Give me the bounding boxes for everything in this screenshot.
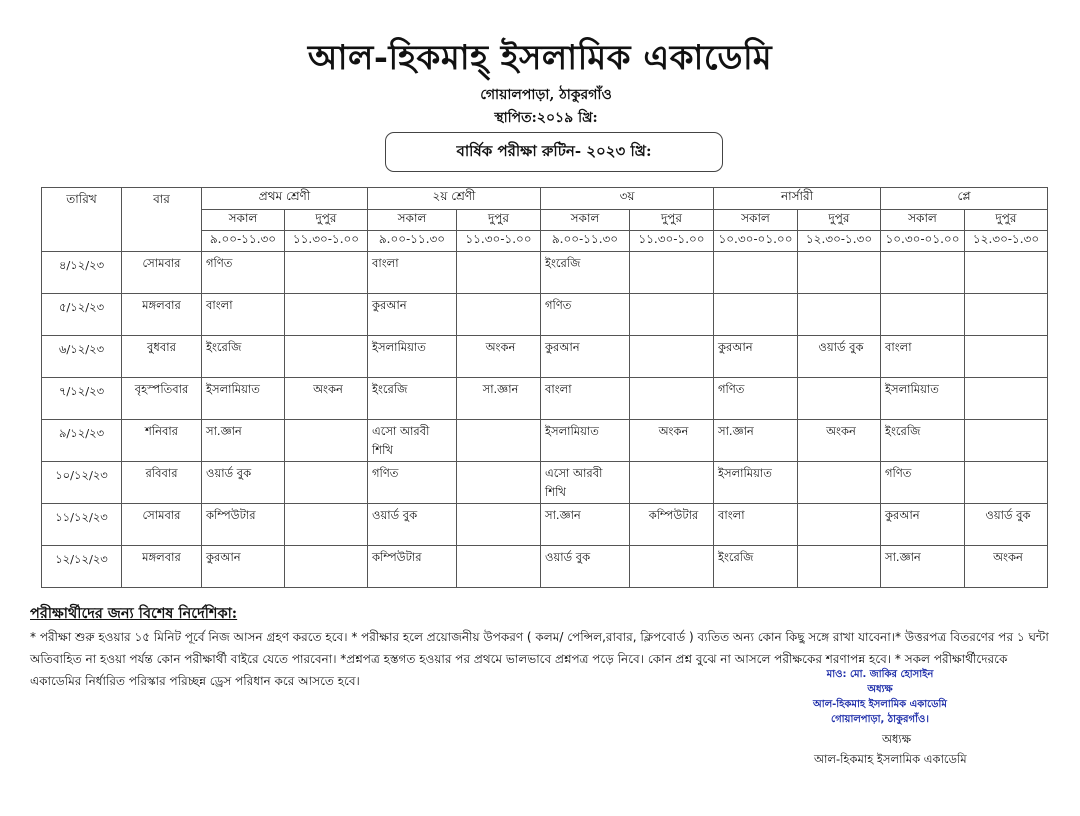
stamp-address: গোয়ালপাড়া, ঠাকুরগাঁও। xyxy=(831,714,929,725)
exam-date: ৯/১২/২৩ xyxy=(42,420,122,462)
shift-time: ১২.৩০-১.৩০ xyxy=(965,231,1048,252)
table-row xyxy=(42,504,1048,546)
subject-cell: ওয়ার্ড বুক xyxy=(965,504,1048,546)
subject-cell xyxy=(798,462,881,504)
subject-cell: ওয়ার্ড বুক xyxy=(368,504,457,546)
subject-cell: ইংরেজি xyxy=(714,546,798,588)
academy-location: গোয়ালপাড়া, ঠাকুরগাঁও xyxy=(480,87,612,103)
exam-day: বুধবার xyxy=(122,336,202,378)
subject-cell: ইংরেজি xyxy=(881,420,965,462)
subject-cell xyxy=(881,252,965,294)
shift-time: ৯.০০-১১.৩০ xyxy=(202,231,285,252)
subject-cell: কুরআন xyxy=(541,336,630,378)
subject-cell: ওয়ার্ড বুক xyxy=(541,546,630,588)
shift-time: ১১.৩০-১.০০ xyxy=(285,231,368,252)
subject-cell xyxy=(285,336,368,378)
subject-cell: এসো আরবী শিখি xyxy=(541,462,630,504)
subject-cell xyxy=(714,294,798,336)
table-row xyxy=(42,546,1048,588)
subject-cell xyxy=(714,252,798,294)
subject-cell: বাংলা xyxy=(368,252,457,294)
shift-label: দুপুর xyxy=(457,210,541,231)
academy-title: আল-হিকমাহ্ ইসলামিক একাডেমি xyxy=(307,38,773,78)
stamp-name: মাও: মো. জাকির হোসাইন xyxy=(826,669,934,680)
subject-cell xyxy=(965,336,1048,378)
subject-cell: বাংলা xyxy=(714,504,798,546)
exam-date: ১০/১২/২৩ xyxy=(42,462,122,504)
exam-date: ৫/১২/২৩ xyxy=(42,294,122,336)
table-row xyxy=(42,420,1048,462)
subject-cell: গণিত xyxy=(714,378,798,420)
exam-day: সোমবার xyxy=(122,504,202,546)
routine-title-box xyxy=(385,132,723,172)
header-day: বার xyxy=(122,188,202,252)
established-year: স্থাপিত:২০১৯ খ্রি: xyxy=(494,110,598,126)
table-row xyxy=(42,378,1048,420)
subject-cell xyxy=(457,546,541,588)
subject-cell: ইসলামিয়াত xyxy=(881,378,965,420)
subject-cell: কম্পিউটার xyxy=(202,504,285,546)
header-class-nursery: নার্সারী xyxy=(714,188,881,210)
subject-cell: অংকন xyxy=(630,420,714,462)
principal-stamp xyxy=(790,667,970,727)
subject-cell xyxy=(630,462,714,504)
subject-cell: অংকন xyxy=(798,420,881,462)
subject-cell xyxy=(285,546,368,588)
exam-date: ৭/১২/২৩ xyxy=(42,378,122,420)
exam-date: ৬/১২/২৩ xyxy=(42,336,122,378)
subject-cell xyxy=(798,378,881,420)
shift-time: ৯.০০-১১.৩০ xyxy=(368,231,457,252)
subject-cell xyxy=(630,294,714,336)
exam-day: মঙ্গলবার xyxy=(122,546,202,588)
shift-label: দুপুর xyxy=(285,210,368,231)
shift-time: ১২.৩০-১.৩০ xyxy=(798,231,881,252)
exam-day: বৃহস্পতিবার xyxy=(122,378,202,420)
subject-cell: কম্পিউটার xyxy=(368,546,457,588)
subject-cell xyxy=(285,294,368,336)
subject-cell: গণিত xyxy=(202,252,285,294)
subject-cell: গণিত xyxy=(541,294,630,336)
shift-label: সকাল xyxy=(202,210,285,231)
stamp-role: অধ্যক্ষ xyxy=(867,684,893,695)
shift-time: ১০.৩০-০১.০০ xyxy=(714,231,798,252)
shift-label: সকাল xyxy=(541,210,630,231)
header-class-3: ৩য় xyxy=(541,188,714,210)
subject-cell xyxy=(798,294,881,336)
subject-cell: বাংলা xyxy=(881,336,965,378)
subject-cell xyxy=(457,294,541,336)
subject-cell: অংকন xyxy=(285,378,368,420)
table-row xyxy=(42,252,1048,294)
subject-cell: ইংরেজি xyxy=(202,336,285,378)
signature-role: অধ্যক্ষ xyxy=(882,732,912,746)
shift-time: ১১.৩০-১.০০ xyxy=(630,231,714,252)
header-class-play: প্লে xyxy=(881,188,1048,210)
shift-time: ১০.৩০-০১.০০ xyxy=(881,231,965,252)
exam-routine-table xyxy=(41,187,1048,588)
shift-time: ৯.০০-১১.৩০ xyxy=(541,231,630,252)
subject-cell: সা.জ্ঞান xyxy=(541,504,630,546)
subject-cell xyxy=(965,420,1048,462)
subject-cell xyxy=(457,252,541,294)
subject-cell: সা.জ্ঞান xyxy=(881,546,965,588)
subject-cell: ইসলামিয়াত xyxy=(202,378,285,420)
table-row xyxy=(42,294,1048,336)
subject-cell xyxy=(457,420,541,462)
shift-label: দুপুর xyxy=(965,210,1048,231)
subject-cell: বাংলা xyxy=(541,378,630,420)
subject-cell xyxy=(630,252,714,294)
instructions-text: * পরীক্ষা শুরু হওয়ার ১৫ মিনিট পূর্বে নিজ আসন গ্রহণ করতে হবে। * পরীক্ষার হলে প্রয়োজনীয় উপকরণ ( কলম/ পেন্সিল,রাবার, ক্লিপবোর্ড ) ব্যতিত অন্য কোন কিছু সঙ্গে রাখা যাবেনা।* উত্তরপত্র বিতরণের পর ১ ঘন্টা অতিবাহিত না হওয়া পর্যন্ত কোন পরীক্ষার্থী বাইরে যেতে পারবেনা। *প্রশ্নপত্র হস্তগত হওয়ার পর প্রথমে ভালভাবে প্রশ্নপত্র পড়ে নিবে। কোন প্রশ্ন বুঝে না আসলে পরীক্ষকের শরণাপন্ন হবে। * সকল পরীক্ষার্থীদেরকে একাডেমির নির্ধারিত পরিস্কার পরিচ্ছন্ন ড্রেস পরিধান করে আসতে হবে। xyxy=(30,630,1049,688)
subject-cell xyxy=(630,378,714,420)
exam-day: মঙ্গলবার xyxy=(122,294,202,336)
subject-cell xyxy=(965,252,1048,294)
subject-cell: ইংরেজি xyxy=(541,252,630,294)
subject-cell: অংকন xyxy=(457,336,541,378)
subject-cell: ওয়ার্ড বুক xyxy=(798,336,881,378)
subject-cell: বাংলা xyxy=(202,294,285,336)
subject-cell: ইসলামিয়াত xyxy=(541,420,630,462)
subject-cell: গণিত xyxy=(368,462,457,504)
subject-cell xyxy=(630,546,714,588)
exam-date: ১২/১২/২৩ xyxy=(42,546,122,588)
subject-cell xyxy=(798,252,881,294)
subject-cell: কম্পিউটার xyxy=(630,504,714,546)
subject-cell: ওয়ার্ড বুক xyxy=(202,462,285,504)
subject-cell xyxy=(798,546,881,588)
subject-cell: সা.জ্ঞান xyxy=(457,378,541,420)
subject-cell: অংকন xyxy=(965,546,1048,588)
exam-day: রবিবার xyxy=(122,462,202,504)
subject-cell xyxy=(798,504,881,546)
header-date: তারিখ xyxy=(42,188,122,252)
exam-day: শনিবার xyxy=(122,420,202,462)
subject-cell: ইসলামিয়াত xyxy=(714,462,798,504)
subject-cell xyxy=(457,504,541,546)
subject-cell xyxy=(457,462,541,504)
subject-cell xyxy=(285,504,368,546)
subject-cell: কুরআন xyxy=(202,546,285,588)
table-row xyxy=(42,462,1048,504)
header-class-2: ২য় শ্রেণী xyxy=(368,188,541,210)
subject-cell: কুরআন xyxy=(881,504,965,546)
subject-cell: ইংরেজি xyxy=(368,378,457,420)
subject-cell xyxy=(285,462,368,504)
subject-cell: গণিত xyxy=(881,462,965,504)
stamp-institution: আল-হিকমাহ ইসলামিক একাডেমি xyxy=(813,699,947,710)
subject-cell xyxy=(965,462,1048,504)
subject-cell xyxy=(881,294,965,336)
shift-label: সকাল xyxy=(714,210,798,231)
table-row xyxy=(42,336,1048,378)
subject-cell xyxy=(965,294,1048,336)
subject-cell: সা.জ্ঞান xyxy=(202,420,285,462)
subject-cell: এসো আরবী শিখি xyxy=(368,420,457,462)
shift-label: দুপুর xyxy=(798,210,881,231)
exam-day: সোমবার xyxy=(122,252,202,294)
subject-cell: সা.জ্ঞান xyxy=(714,420,798,462)
signature-institution: আল-হিকমাহ ইসলামিক একাডেমি xyxy=(814,752,967,766)
shift-label: দুপুর xyxy=(630,210,714,231)
shift-label: সকাল xyxy=(368,210,457,231)
subject-cell xyxy=(965,378,1048,420)
routine-title: বার্ষিক পরীক্ষা রুটিন- ২০২৩ খ্রি: xyxy=(456,141,652,160)
exam-date: ১১/১২/২৩ xyxy=(42,504,122,546)
header-class-1: প্রথম শ্রেণী xyxy=(202,188,368,210)
subject-cell: কুরআন xyxy=(714,336,798,378)
instructions-title: পরীক্ষার্থীদের জন্য বিশেষ নির্দেশিকা: xyxy=(30,605,238,622)
subject-cell: ইসলামিয়াত xyxy=(368,336,457,378)
exam-date: ৪/১২/২৩ xyxy=(42,252,122,294)
subject-cell xyxy=(285,420,368,462)
shift-time: ১১.৩০-১.০০ xyxy=(457,231,541,252)
subject-cell: কুরআন xyxy=(368,294,457,336)
shift-label: সকাল xyxy=(881,210,965,231)
subject-cell xyxy=(630,336,714,378)
subject-cell xyxy=(285,252,368,294)
